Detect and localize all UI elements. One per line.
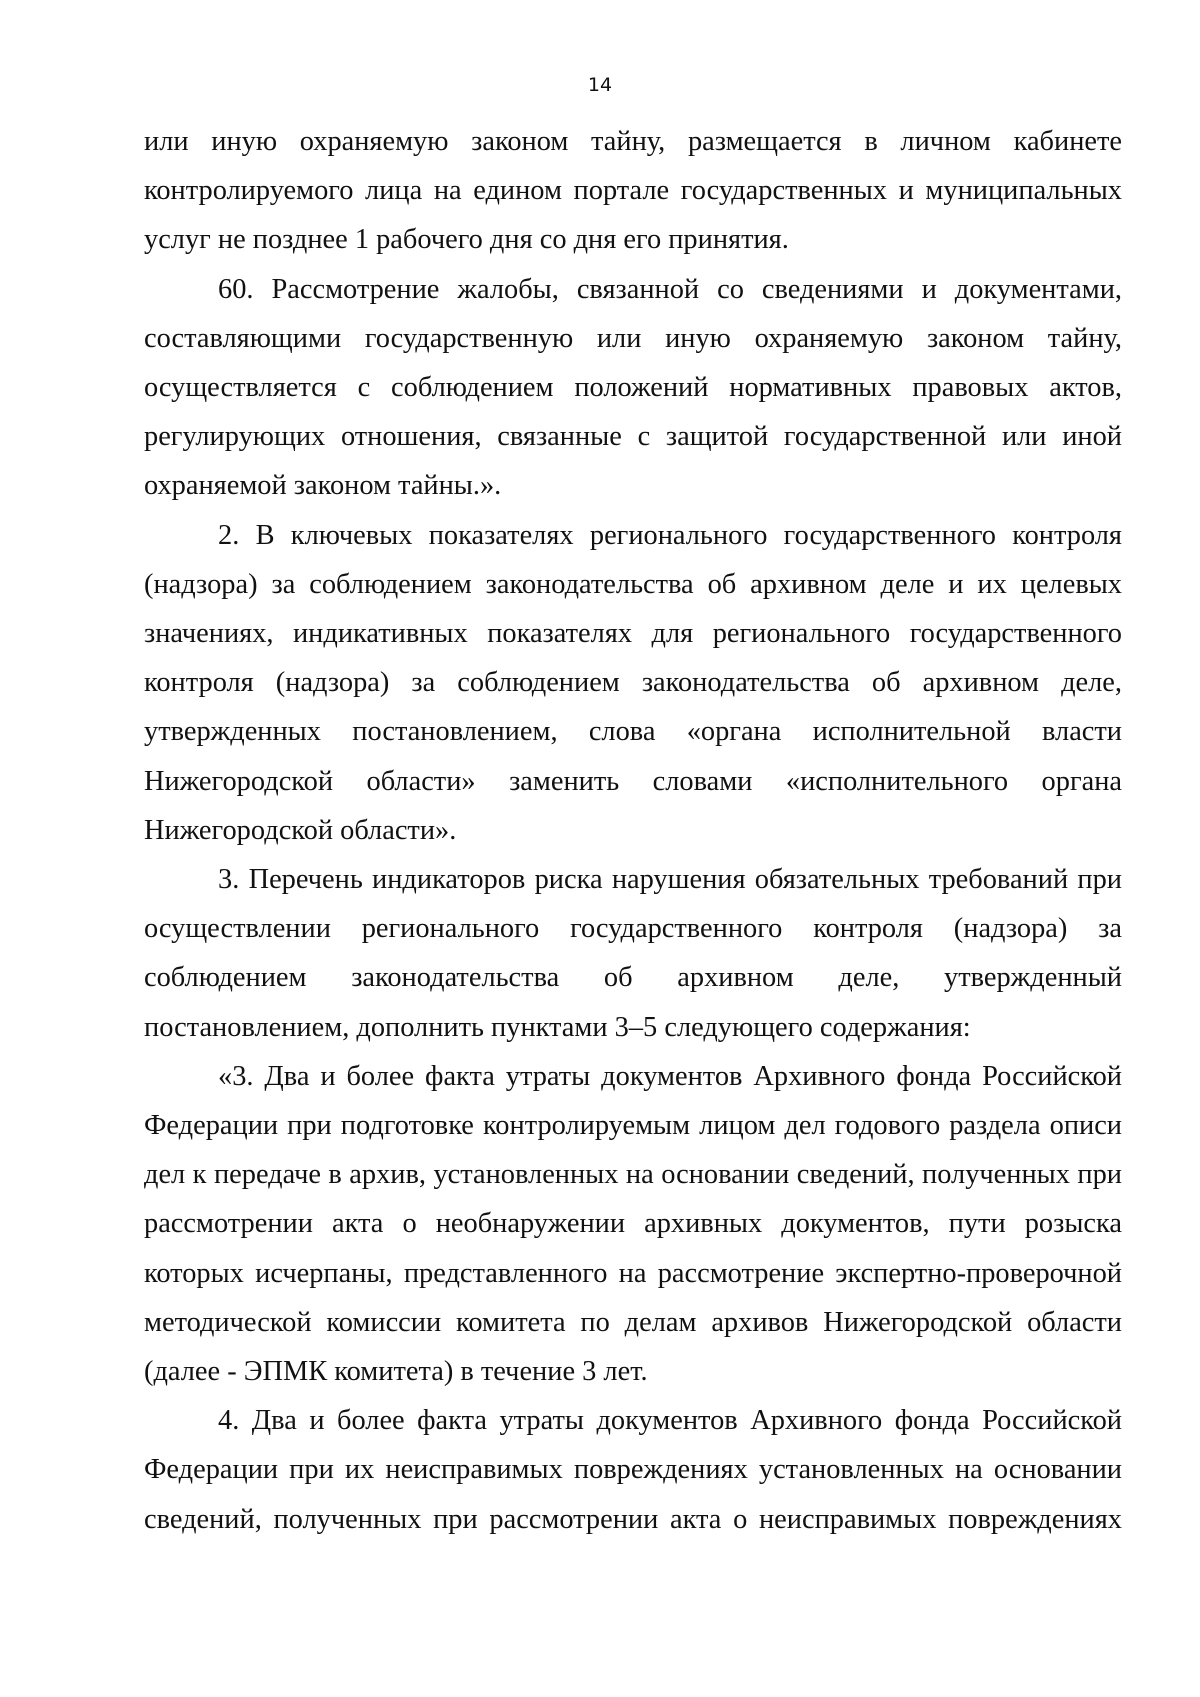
paragraph-3: 3. Перечень индикаторов риска нарушения обязательных требований при осуществлении регионального государственного контроля (надзора) за соблюдением законодательства об архивном деле, утвержденный постановлением, дополнить пунктами 3–5 следующего содержания: (144, 864, 1122, 1043)
paragraph-continuation: или иную охраняемую законом тайну, размещается в личном кабинете контролируемого лица на едином портале государственных и муниципальных услуг не позднее 1 рабочего дня со дня его принятия. (144, 126, 1122, 256)
document-body (144, 117, 1122, 1544)
paragraph-quoted-4: 4. Два и более факта утраты документов Архивного фонда Российской Федерации при их неисправимых повреждениях установленных на основании сведений, полученных при рассмотрении акта о неисправимых повреждениях (144, 1405, 1122, 1535)
paragraph-2: 2. В ключевых показателях регионального государственного контроля (надзора) за соблюдением законодательства об архивном деле и их целевых значениях, индикативных показателях для регионального государственного контроля (надзора) за соблюдением законодательства об архивном деле, утвержденных постановлением, слова «органа исполнительной власти Нижегородской области» заменить словами «исполнительного органа Нижегородской области». (144, 519, 1122, 846)
paragraph-quoted-3: «3. Два и более факта утраты документов Архивного фонда Российской Федерации при подготовке контролируемым лицом дел годового раздела описи дел к передаче в архив, установленных на основании сведений, полученных при рассмотрении акта о необнаружении архивных документов, пути розыска которых исчерпаны, представленного на рассмотрение экспертно-проверочной методической комиссии комитета по делам архивов Нижегородской области (далее - ЭПМК комитета) в течение 3 лет. (144, 1060, 1122, 1388)
page-number: 14 (587, 74, 613, 96)
paragraph-60: 60. Рассмотрение жалобы, связанной со сведениями и документами, составляющими государственную или иную охраняемую законом тайну, осуществляется с соблюдением положений нормативных правовых актов, регулирующих отношения, связанные с защитой государственной или иной охраняемой законом тайны.». (144, 273, 1122, 502)
